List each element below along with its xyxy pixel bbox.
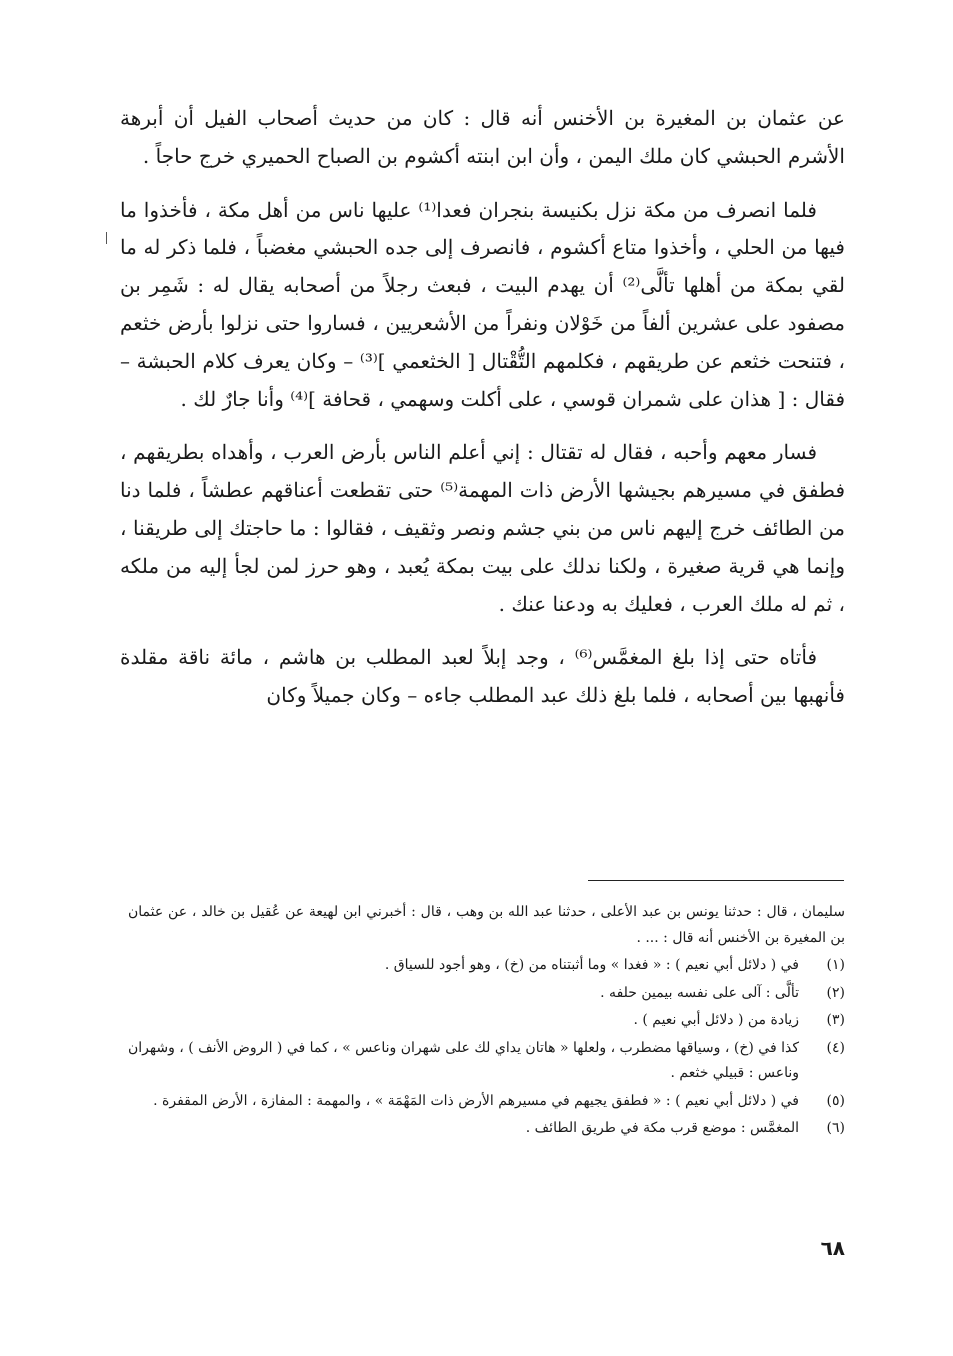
footnote-text: تألَّى : آلى على نفسه بيمين حلفه . [600, 984, 799, 1001]
footnote-1 [128, 953, 845, 979]
footnote-number: (٣) [826, 1012, 845, 1028]
footnote-number: (٢) [826, 984, 845, 1001]
footnotes [128, 900, 845, 1142]
footnote-number: (٦) [826, 1120, 845, 1136]
footnote-preamble: سليمان ، قال : حدثنا يونس بن عبد الأعلى ، حدثنا عبد الله بن وهب ، قال : أخبرني ابن لهيعة عن عُقيل بن خالد ، عن عثمان بن المغيرة بن الأخنس أنه قال : ... . [128, 904, 846, 946]
footnote-separator [588, 880, 844, 881]
footnote-4 [128, 1036, 845, 1087]
footnote-text: كذا في (خ) ، وسياقها مضطرب ، ولعلها « هاتان يداي لك على شهران وناعس » ، كما في ( الروض الأنف ) ، وشهران وناعس : قبيلي خثعم . [128, 1039, 799, 1081]
footnote-text: زيادة من ( دلائل أبي نعيم ) . [633, 1012, 799, 1028]
margin-mark [106, 232, 107, 244]
footnote-5 [128, 1089, 845, 1115]
paragraph-2: فلما انصرف من مكة نزل بكنيسة بنجران فعدا⁽¹⁾ عليها ناس من أهل مكة ، فأخذوا ما فيها من الحلي ، وأخذوا متاع أكشوم ، فانصرف إلى جده الحبشي مغضباً ، فلما ذكر له ما لقي بمكة من أهلها تألَّى⁽²⁾ أن يهدم البيت ، فبعث رجلاً من أصحابه يقال له : شَمِر بن مصفود على عشرين ألفاً من خَوْلان ونفراً من الأشعريين ، فساروا حتى نزلوا بأرض خثعم ، فتنحت خثعم عن طريقهم ، فكلمهم التُّقْتال [ الخثعمي ]⁽³⁾ – وكان يعرف كلام الحبشة – فقال : [ هذان على شمران قوسي ، على أكلت وسهمي ، قحافة ]⁽⁴⁾ وأنا جارٌ لك . [120, 197, 846, 411]
footnote-text: في ( دلائل أبي نعيم ) : « فغدا » وما أثبتناه من (خ) ، وهو أجود للسياق . [384, 957, 799, 973]
footnote-2 [128, 981, 845, 1007]
footnote-text: في ( دلائل أبي نعيم ) : « فطفق يجيهم في مسيرهم الأرض ذات المَهْمَة » ، والمهمة : المفازة ، الأرض المقفرة . [153, 1092, 799, 1109]
footnote-number: (٥) [826, 1092, 845, 1109]
paragraph-4: فأتاه حتى إذا بلغ المغمَّس⁽⁶⁾ ، وجد إبلاً لعبد المطلب بن هاشم ، مائة ناقة مقلدة فأنهبها بين أصحابه ، فلما بلغ ذلك عبد المطلب جاءه – وكان جميلاً وكان [120, 645, 845, 708]
footnote-number: (١) [826, 957, 845, 973]
footnote-number: (٤) [826, 1039, 845, 1056]
paragraph-1: عن عثمان بن المغيرة بن الأخنس أنه قال : كان من حديث أصحاب الفيل أن أبرهة الأشرم الحبشي كان ملك اليمن ، وأن ابن ابنته أكشوم بن الصباح الحميري خرج حاجاً . [120, 106, 845, 168]
footnote-text: المغمَّس : موضع قرب مكة في طريق الطائف . [525, 1120, 799, 1136]
footnote-3 [128, 1008, 845, 1034]
footnote-6 [128, 1116, 845, 1142]
paragraph-3: فسار معهم وأحبه ، فقال له تقتال : إني أعلم الناس بأرض العرب ، وأهداه بطريقهم ، فطفق في مسيرهم بجيشها الأرض ذات المهمة⁽⁵⁾ حتى تقطعت أعناقهم عطشاً ، فلما دنا من الطائف خرج إليهم ناس من بني جشم ونصر وثقيف ، فقالوا : ما حاجتك إلى طريقنا ، وإنما هي قرية صغيرة ، ولكنا ندلك على بيت بمكة يُعبد ، وهو حرز لمن لجأ إليه من ملكه ، ثم له ملك العرب ، فعليك به ودعنا عنك . [120, 440, 846, 616]
page-number: ٦٨ [820, 1236, 845, 1260]
main-text [120, 100, 845, 715]
